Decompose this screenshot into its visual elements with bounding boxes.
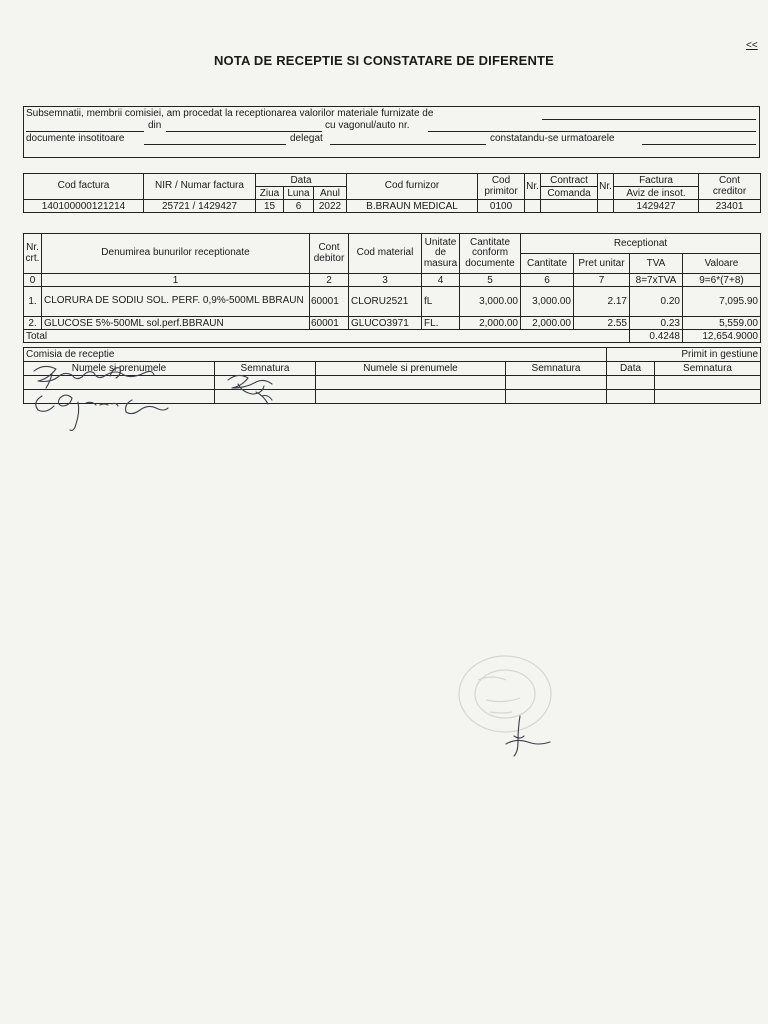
data-header: Data — [607, 362, 655, 376]
factura-value: 1429427 — [614, 200, 699, 213]
receiver-signature — [506, 716, 550, 756]
nume2-header: Numele si prenumele — [316, 362, 506, 376]
luna-header: Luna — [284, 187, 314, 200]
row-cod: CLORU2521 — [349, 287, 422, 317]
nume-header: Numele si prenumele — [24, 362, 215, 376]
semnatura2-header: Semnatura — [506, 362, 607, 376]
row-cant: 3,000.00 — [521, 287, 574, 317]
aviz-header: Aviz de insot. — [614, 187, 699, 200]
intro-box — [23, 106, 760, 158]
cod-furnizor-header: Cod furnizor — [347, 174, 478, 200]
pret-header: Pret unitar — [574, 254, 630, 274]
nir-value: 25721 / 1429427 — [144, 200, 256, 213]
ziua-value: 15 — [256, 200, 284, 213]
index-cell: 8=7xTVA — [630, 274, 683, 287]
row-pret: 2.17 — [574, 287, 630, 317]
cantitate-doc-header: Cantitate conform documente — [460, 234, 521, 274]
table-row — [24, 390, 761, 404]
invoice-table — [23, 173, 761, 213]
total-tva: 0.4248 — [630, 330, 683, 343]
index-cell: 1 — [42, 274, 310, 287]
row-cont: 60001 — [310, 287, 349, 317]
semnatura-header: Semnatura — [215, 362, 316, 376]
row-valoare: 5,559.00 — [683, 317, 761, 330]
anul-value: 2022 — [314, 200, 347, 213]
index-cell: 4 — [422, 274, 460, 287]
index-cell: 0 — [24, 274, 42, 287]
row-cant-doc: 3,000.00 — [460, 287, 521, 317]
index-cell: 7 — [574, 274, 630, 287]
items-table — [23, 233, 761, 343]
tva-header: TVA — [630, 254, 683, 274]
row-tva: 0.20 — [630, 287, 683, 317]
commission-label: Comisia de receptie — [24, 348, 607, 362]
intro-vagon: cu vagonul/auto nr. — [325, 120, 410, 131]
row-tva: 0.23 — [630, 317, 683, 330]
index-cell: 2 — [310, 274, 349, 287]
row-um: FL. — [422, 317, 460, 330]
cod-primitor-header: Cod primitor — [478, 174, 525, 200]
total-label: Total — [24, 330, 630, 343]
denumire-header: Denumirea bunurilor receptionate — [42, 234, 310, 274]
intro-delegat: delegat — [290, 133, 323, 144]
index-cell: 5 — [460, 274, 521, 287]
cod-material-header: Cod material — [349, 234, 422, 274]
row-pret: 2.55 — [574, 317, 630, 330]
row-cod: GLUCO3971 — [349, 317, 422, 330]
intro-din: din — [148, 120, 162, 131]
intro-constatand: constatandu-se urmatoarele — [490, 133, 615, 144]
luna-value: 6 — [284, 200, 314, 213]
table-row — [24, 376, 761, 390]
index-cell: 3 — [349, 274, 422, 287]
table-row — [24, 287, 761, 317]
row-nr: 2. — [24, 317, 42, 330]
data-header: Data — [256, 174, 347, 187]
contract-header: Contract — [541, 174, 598, 187]
primit-label: Primit in gestiune — [607, 348, 761, 362]
valoare-header: Valoare — [683, 254, 761, 274]
row-um: fL — [422, 287, 460, 317]
cantitate-header: Cantitate — [521, 254, 574, 274]
total-row — [24, 330, 761, 343]
intro-line1: Subsemnatii, membrii comisiei, am procedat la receptionarea valorilor materiale furnizate de — [26, 108, 434, 119]
row-denumire: CLORURA DE SODIU SOL. PERF. 0,9%-500ML BBRAUN — [42, 287, 310, 317]
commission-table — [23, 347, 761, 404]
row-cont: 60001 — [310, 317, 349, 330]
row-cant-doc: 2,000.00 — [460, 317, 521, 330]
nr-header: Nr. — [525, 174, 541, 200]
factura-header: Factura — [614, 174, 699, 187]
index-cell: 6 — [521, 274, 574, 287]
primitor-value: 0100 — [478, 200, 525, 213]
table-row — [24, 317, 761, 330]
intro-documente: documente insotitoare — [26, 133, 125, 144]
unitate-header: Unitate de masura — [422, 234, 460, 274]
row-denumire: GLUCOSE 5%-500ML sol.perf.BBRAUN — [42, 317, 310, 330]
cont-creditor-value: 23401 — [699, 200, 761, 213]
row-cant: 2,000.00 — [521, 317, 574, 330]
semnatura3-header: Semnatura — [655, 362, 761, 376]
receptionat-header: Receptionat — [521, 234, 761, 254]
back-link[interactable]: << — [746, 40, 758, 51]
cod-factura-value: 140100000121214 — [24, 200, 144, 213]
row-valoare: 7,095.90 — [683, 287, 761, 317]
cont-debitor-header: Cont debitor — [310, 234, 349, 274]
nir-header: NIR / Numar factura — [144, 174, 256, 200]
cont-creditor-header: Cont creditor — [699, 174, 761, 200]
nr-crt-header: Nr. crt. — [24, 234, 42, 274]
furnizor-value: B.BRAUN MEDICAL — [347, 200, 478, 213]
total-valoare: 12,654.9000 — [683, 330, 761, 343]
document-title: NOTA DE RECEPTIE SI CONSTATARE DE DIFERENTE — [213, 53, 555, 68]
row-nr: 1. — [24, 287, 42, 317]
nr2-header: Nr. — [598, 174, 614, 200]
anul-header: Anul — [314, 187, 347, 200]
cod-factura-header: Cod factura — [24, 174, 144, 200]
index-cell: 9=6*(7+8) — [683, 274, 761, 287]
comanda-header: Comanda — [541, 187, 598, 200]
ziua-header: Ziua — [256, 187, 284, 200]
